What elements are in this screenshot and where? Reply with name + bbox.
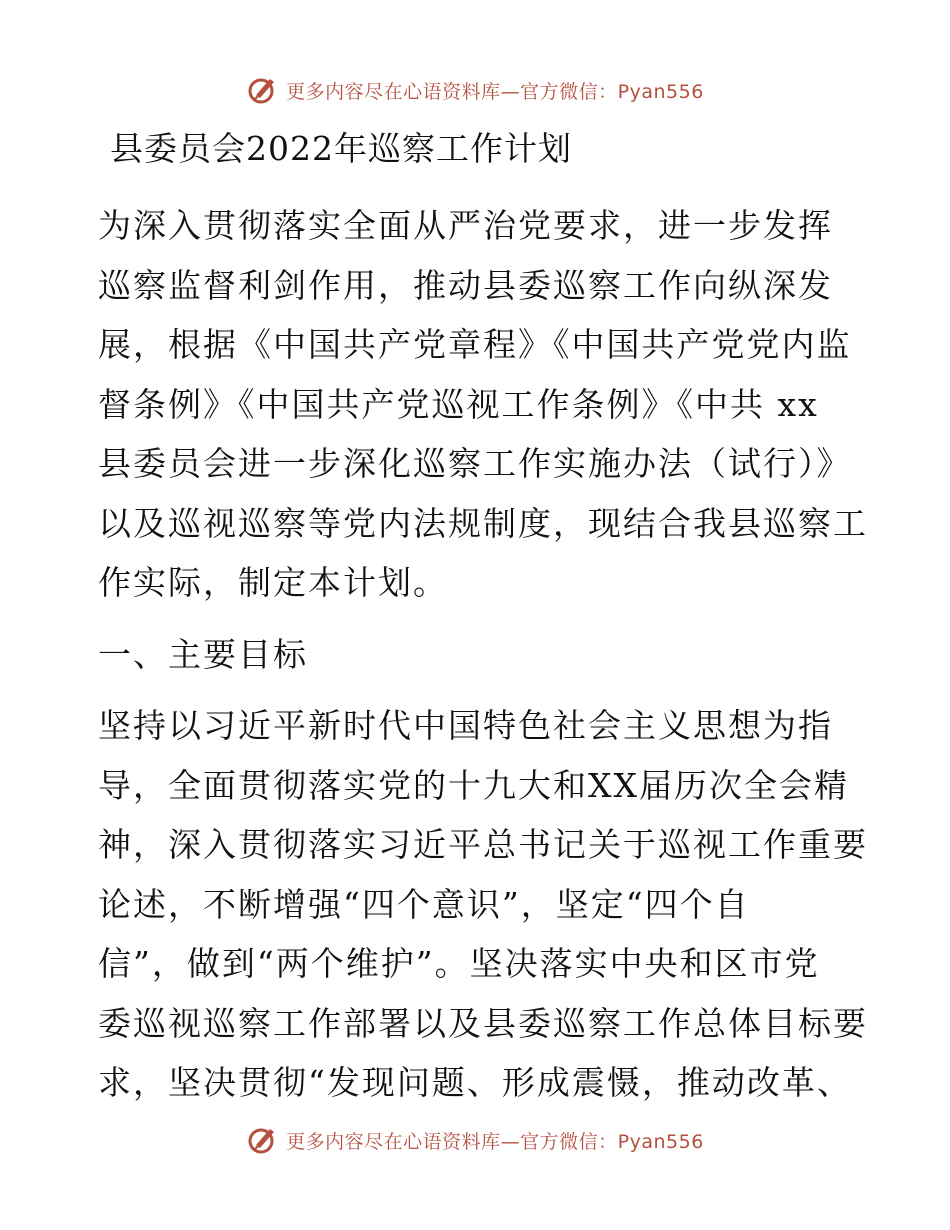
paragraph-line: 坚持以习近平新时代中国特色社会主义思想为指	[98, 706, 833, 745]
quill-seal-icon	[246, 73, 280, 107]
paragraph-line: 为深入贯彻落实全面从严治党要求，进一步发挥	[98, 206, 833, 245]
document-title: 县委员会2022年巡察工作计划	[110, 129, 572, 168]
paragraph-line: 督条例》《中国共产党巡视工作条例》《中共 xx	[98, 384, 819, 424]
paragraph-line: 作实际，制定本计划。	[98, 563, 448, 602]
paragraph-line: 以及巡视巡察等党内法规制度，现结合我县巡察工	[98, 503, 868, 543]
intro-paragraph	[98, 196, 868, 613]
paragraph-line: 导，全面贯彻落实党的十九大和XX届历次全会精	[98, 765, 849, 805]
document-body	[98, 124, 868, 1125]
footer-banner	[0, 1122, 950, 1158]
paragraph-line: 县委员会进一步深化巡察工作实施办法（试行）》	[98, 444, 852, 483]
paragraph-line: 论述，不断增强“四个意识”，坚定“四个自	[98, 884, 750, 924]
header-banner-text: 更多内容尽在心语资料库—官方微信：Pyan556	[286, 80, 704, 103]
paragraph-line: 神，深入贯彻落实习近平总书记关于巡视工作重要	[98, 825, 868, 864]
paragraph-line: 求，坚决贯彻“发现问题、形成震慑，推动改革、	[98, 1063, 852, 1102]
paragraph-line: 展，根据《中国共产党章程》《中国共产党党内监	[98, 325, 852, 364]
quill-seal-icon	[246, 1123, 280, 1157]
paragraph-line: 巡察监督利剑作用，推动县委巡察工作向纵深发	[98, 265, 833, 305]
footer-banner-text: 更多内容尽在心语资料库—官方微信：Pyan556	[286, 1130, 704, 1153]
paragraph-line: 委巡视巡察工作部署以及县委巡察工作总体目标要	[98, 1003, 868, 1043]
paragraph-line: 信”，做到“两个维护”。坚决落实中央和区市党	[98, 944, 820, 983]
section-heading: 一、主要目标	[98, 634, 308, 674]
header-banner	[0, 72, 950, 108]
section-paragraph	[98, 696, 868, 1113]
